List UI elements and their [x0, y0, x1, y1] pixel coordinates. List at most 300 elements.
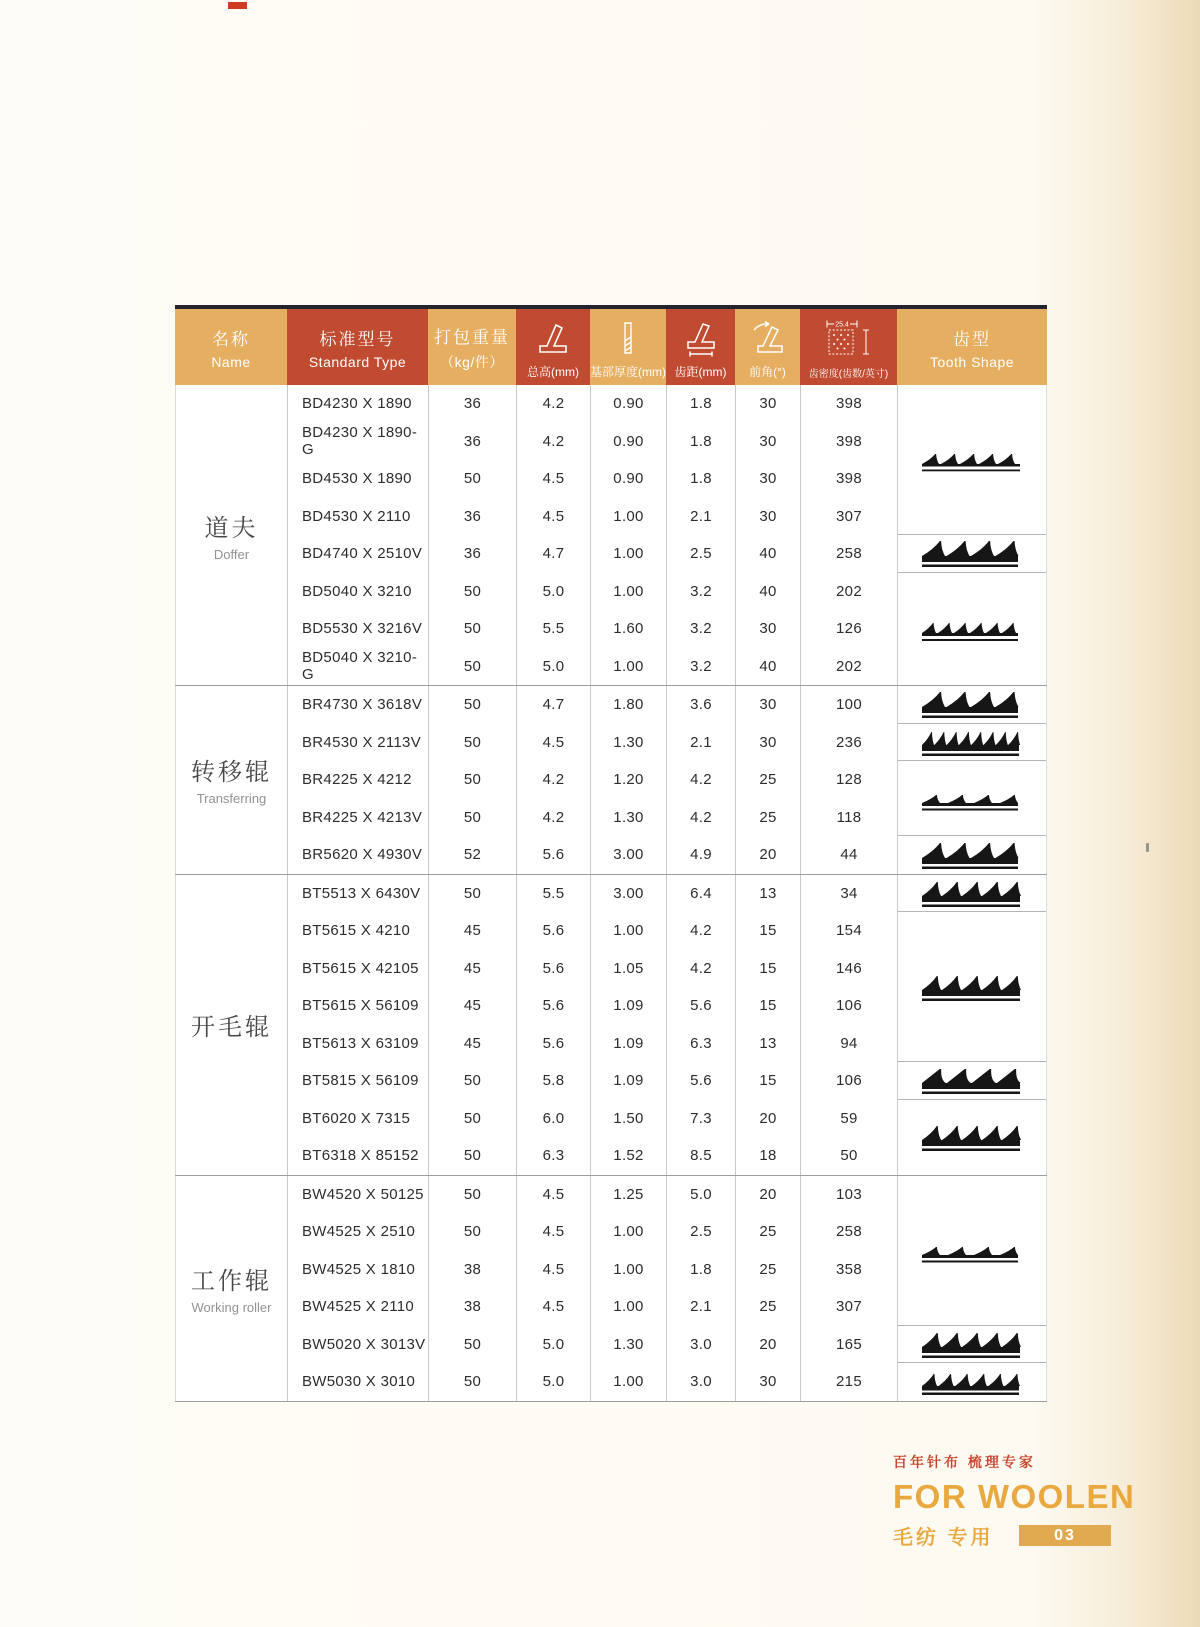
package-weight-cell: 50	[428, 610, 516, 648]
total-height-cell: 4.5	[516, 1213, 590, 1251]
tooth-profile-icon	[920, 1236, 1024, 1264]
standard-type-cell: BR5620 X 4930V	[287, 836, 428, 874]
group-name-en: Transferring	[196, 791, 267, 807]
tooth-density-cell: 165	[800, 1326, 897, 1364]
tooth-pitch-cell: 2.1	[666, 1288, 735, 1326]
standard-type-cell: BR4730 X 3618V	[287, 686, 428, 724]
front-angle-cell: 15	[735, 1062, 800, 1100]
page-number-badge	[1019, 1525, 1111, 1546]
package-weight-cell: 50	[428, 573, 516, 611]
tooth-pitch-cell: 2.5	[666, 535, 735, 573]
column-header-en: Tooth Shape	[929, 353, 1015, 370]
tooth-profile-icon	[920, 1066, 1024, 1094]
standard-type-cell: BW4525 X 1810	[287, 1251, 428, 1289]
spec-row	[287, 1100, 897, 1138]
standard-type-cell: BT5615 X 4210	[287, 912, 428, 950]
base-thickness-cell: 3.00	[590, 836, 666, 874]
front-angle-cell: 20	[735, 836, 800, 874]
package-weight-cell: 36	[428, 385, 516, 423]
total-height-cell: 5.5	[516, 610, 590, 648]
spec-row	[287, 836, 897, 874]
tooth-pitch-cell: 4.2	[666, 950, 735, 988]
package-weight-cell: 50	[428, 875, 516, 913]
front-angle-cell: 25	[735, 1213, 800, 1251]
column-header-zh: 标准型号	[319, 329, 396, 349]
tooth-shape-column	[897, 686, 1047, 874]
standard-type-cell: BD5530 X 3216V	[287, 610, 428, 648]
standard-type-cell: BT5513 X 6430V	[287, 875, 428, 913]
tooth-density-cell: 202	[800, 573, 897, 611]
tooth-pitch-cell: 4.2	[666, 761, 735, 799]
tooth-pitch-cell: 5.0	[666, 1176, 735, 1214]
page-number: 03	[1054, 1526, 1076, 1544]
tooth-density-icon	[823, 309, 875, 365]
tooth-pitch-icon	[683, 309, 719, 363]
tooth-profile-icon	[920, 446, 1024, 474]
group-name	[175, 875, 287, 1175]
front-angle-cell: 20	[735, 1100, 800, 1138]
standard-type-cell: BD5040 X 3210	[287, 573, 428, 611]
spec-row	[287, 912, 897, 950]
base-thickness-cell: 3.00	[590, 875, 666, 913]
column-header-3	[428, 309, 516, 385]
front-angle-cell: 30	[735, 686, 800, 724]
tooth-pitch-cell: 3.6	[666, 686, 735, 724]
total-height-cell: 4.2	[516, 423, 590, 461]
standard-type-cell: BR4225 X 4213V	[287, 799, 428, 837]
package-weight-cell: 38	[428, 1251, 516, 1289]
column-header-en: （kg/件）	[440, 353, 504, 370]
front-angle-cell: 18	[735, 1137, 800, 1175]
tooth-shape-cell	[898, 1363, 1046, 1401]
tooth-shape-cell	[898, 573, 1046, 686]
tooth-density-cell: 106	[800, 1062, 897, 1100]
base-thickness-cell: 0.90	[590, 423, 666, 461]
package-weight-cell: 50	[428, 1363, 516, 1401]
standard-type-cell: BW4520 X 50125	[287, 1176, 428, 1214]
standard-type-cell: BW5020 X 3013V	[287, 1326, 428, 1364]
scan-speck	[1146, 843, 1149, 852]
tooth-shape-cell	[898, 1100, 1046, 1175]
tooth-profile-icon	[920, 1330, 1024, 1358]
tooth-shape-cell	[898, 836, 1046, 874]
tooth-pitch-cell: 2.1	[666, 724, 735, 762]
group-name-zh: 工作辊	[191, 1267, 272, 1295]
base-thickness-cell: 1.20	[590, 761, 666, 799]
tooth-density-cell: 258	[800, 1213, 897, 1251]
total-height-cell: 5.0	[516, 573, 590, 611]
package-weight-cell: 50	[428, 1062, 516, 1100]
group-rows	[287, 686, 897, 874]
column-header-5	[590, 309, 666, 385]
tooth-shape-cell	[898, 761, 1046, 836]
group-name	[175, 686, 287, 874]
base-thickness-cell: 0.90	[590, 385, 666, 423]
front-angle-cell: 25	[735, 1288, 800, 1326]
tooth-pitch-cell: 3.0	[666, 1363, 735, 1401]
tooth-pitch-cell: 6.3	[666, 1025, 735, 1063]
base-thickness-cell: 1.30	[590, 724, 666, 762]
column-header-en: Standard Type	[308, 353, 407, 370]
total-height-cell: 4.5	[516, 498, 590, 536]
total-height-cell: 4.7	[516, 686, 590, 724]
front-angle-cell: 13	[735, 1025, 800, 1063]
package-weight-cell: 50	[428, 648, 516, 686]
tooth-pitch-cell: 4.2	[666, 912, 735, 950]
front-angle-cell: 30	[735, 1363, 800, 1401]
package-weight-cell: 36	[428, 498, 516, 536]
total-height-icon	[535, 309, 571, 363]
tooth-pitch-cell: 6.4	[666, 875, 735, 913]
spec-row	[287, 460, 897, 498]
base-thickness-cell: 1.30	[590, 1326, 666, 1364]
front-angle-cell: 13	[735, 875, 800, 913]
standard-type-cell: BT5613 X 63109	[287, 1025, 428, 1063]
standard-type-cell: BT6020 X 7315	[287, 1100, 428, 1138]
package-weight-cell: 45	[428, 987, 516, 1025]
package-weight-cell: 50	[428, 1326, 516, 1364]
front-angle-cell: 40	[735, 573, 800, 611]
column-header-zh: 名称	[212, 329, 250, 349]
front-angle-icon	[750, 309, 786, 363]
spec-row	[287, 385, 897, 423]
tooth-shape-cell	[898, 1176, 1046, 1326]
total-height-cell: 6.3	[516, 1137, 590, 1175]
total-height-cell: 5.6	[516, 1025, 590, 1063]
tooth-density-cell: 94	[800, 1025, 897, 1063]
tooth-pitch-cell: 1.8	[666, 1251, 735, 1289]
front-angle-cell: 15	[735, 987, 800, 1025]
base-thickness-cell: 1.00	[590, 1363, 666, 1401]
tooth-shape-column	[897, 875, 1047, 1175]
tooth-density-cell: 398	[800, 385, 897, 423]
base-thickness-cell: 1.00	[590, 1251, 666, 1289]
front-angle-cell: 20	[735, 1176, 800, 1214]
spec-row	[287, 1176, 897, 1214]
tooth-density-cell: 100	[800, 686, 897, 724]
spec-row	[287, 799, 897, 837]
tooth-pitch-cell: 5.6	[666, 987, 735, 1025]
column-header-label: 总高(mm)	[527, 365, 579, 379]
roller-group-2	[175, 685, 1047, 874]
tooth-density-cell: 398	[800, 460, 897, 498]
spec-table	[175, 305, 1047, 1402]
tooth-density-cell: 34	[800, 875, 897, 913]
tooth-profile-icon	[920, 1123, 1024, 1151]
group-name	[175, 385, 287, 685]
table-body	[175, 385, 1047, 1402]
front-angle-cell: 15	[735, 912, 800, 950]
base-thickness-cell: 1.00	[590, 498, 666, 536]
roller-group-1	[175, 385, 1047, 685]
front-angle-cell: 40	[735, 648, 800, 686]
tooth-pitch-cell: 3.2	[666, 648, 735, 686]
tooth-shape-cell	[898, 724, 1046, 762]
tooth-profile-icon	[920, 784, 1024, 812]
group-name-zh: 开毛辊	[191, 1014, 272, 1041]
total-height-cell: 4.2	[516, 385, 590, 423]
total-height-cell: 5.8	[516, 1062, 590, 1100]
package-weight-cell: 50	[428, 799, 516, 837]
standard-type-cell: BW5030 X 3010	[287, 1363, 428, 1401]
base-thickness-cell: 1.25	[590, 1176, 666, 1214]
standard-type-cell: BD5040 X 3210-G	[287, 648, 428, 686]
total-height-cell: 5.0	[516, 1326, 590, 1364]
base-thickness-cell: 1.00	[590, 1213, 666, 1251]
group-rows	[287, 1176, 897, 1401]
column-header-7	[735, 309, 800, 385]
tooth-profile-icon	[920, 728, 1024, 756]
tooth-profile-icon	[920, 1368, 1024, 1396]
tooth-shape-cell	[898, 912, 1046, 1062]
tooth-pitch-cell: 4.9	[666, 836, 735, 874]
column-header-zh: 齿型	[953, 329, 991, 349]
spec-row	[287, 1363, 897, 1401]
base-thickness-cell: 1.52	[590, 1137, 666, 1175]
tooth-density-cell: 258	[800, 535, 897, 573]
total-height-cell: 5.6	[516, 950, 590, 988]
front-angle-cell: 25	[735, 761, 800, 799]
package-weight-cell: 36	[428, 535, 516, 573]
tooth-density-cell: 358	[800, 1251, 897, 1289]
roller-group-4	[175, 1175, 1047, 1401]
package-weight-cell: 50	[428, 686, 516, 724]
column-header-zh: 打包重量	[434, 327, 510, 347]
base-thickness-cell: 1.00	[590, 1288, 666, 1326]
total-height-cell: 6.0	[516, 1100, 590, 1138]
standard-type-cell: BD4230 X 1890	[287, 385, 428, 423]
tooth-density-cell: 307	[800, 1288, 897, 1326]
tooth-density-cell: 398	[800, 423, 897, 461]
group-name-en: Working roller	[191, 1299, 272, 1315]
svg-text:25.4: 25.4	[834, 321, 849, 329]
package-weight-cell: 50	[428, 1213, 516, 1251]
total-height-cell: 4.5	[516, 1288, 590, 1326]
base-thickness-cell: 1.09	[590, 1062, 666, 1100]
base-thickness-cell: 1.00	[590, 648, 666, 686]
front-angle-cell: 20	[735, 1326, 800, 1364]
tooth-profile-icon	[920, 879, 1024, 907]
tooth-pitch-cell: 1.8	[666, 460, 735, 498]
standard-type-cell: BD4740 X 2510V	[287, 535, 428, 573]
front-angle-cell: 30	[735, 610, 800, 648]
standard-type-cell: BD4530 X 1890	[287, 460, 428, 498]
front-angle-cell: 30	[735, 498, 800, 536]
tooth-density-cell: 106	[800, 987, 897, 1025]
column-header-4	[516, 309, 590, 385]
tooth-shape-cell	[898, 1062, 1046, 1100]
spec-row	[287, 1288, 897, 1326]
standard-type-cell: BT6318 X 85152	[287, 1137, 428, 1175]
package-weight-cell: 50	[428, 761, 516, 799]
footer-subtitle: 毛纺 专用	[893, 1527, 994, 1549]
standard-type-cell: BT5815 X 56109	[287, 1062, 428, 1100]
tooth-pitch-cell: 1.8	[666, 423, 735, 461]
tooth-shape-cell	[898, 385, 1046, 535]
group-name-en: Doffer	[213, 546, 250, 562]
front-angle-cell: 15	[735, 950, 800, 988]
package-weight-cell: 50	[428, 1176, 516, 1214]
tooth-profile-icon	[920, 690, 1024, 718]
tooth-density-cell: 215	[800, 1363, 897, 1401]
tooth-density-cell: 50	[800, 1137, 897, 1175]
standard-type-cell: BD4530 X 2110	[287, 498, 428, 536]
standard-type-cell: BW4525 X 2110	[287, 1288, 428, 1326]
tooth-profile-icon	[920, 841, 1024, 869]
total-height-cell: 4.5	[516, 724, 590, 762]
spec-row	[287, 648, 897, 686]
tooth-density-cell: 128	[800, 761, 897, 799]
base-thickness-cell: 1.80	[590, 686, 666, 724]
tooth-pitch-cell: 2.5	[666, 1213, 735, 1251]
column-header-8	[800, 309, 897, 385]
total-height-cell: 4.2	[516, 761, 590, 799]
tooth-density-cell: 202	[800, 648, 897, 686]
total-height-cell: 5.6	[516, 987, 590, 1025]
tooth-pitch-cell: 3.0	[666, 1326, 735, 1364]
column-header-9	[897, 309, 1047, 385]
column-header-label: 基部厚度(mm)	[590, 365, 666, 379]
base-thickness-cell: 1.50	[590, 1100, 666, 1138]
front-angle-cell: 30	[735, 724, 800, 762]
spec-row	[287, 1326, 897, 1364]
column-header-label: 齿距(mm)	[674, 365, 727, 379]
base-thickness-cell: 1.09	[590, 987, 666, 1025]
column-header-label: 前角(°)	[749, 365, 786, 379]
tooth-pitch-cell: 8.5	[666, 1137, 735, 1175]
total-height-cell: 5.0	[516, 648, 590, 686]
tooth-profile-icon	[920, 539, 1024, 567]
base-thickness-cell: 1.09	[590, 1025, 666, 1063]
package-weight-cell: 50	[428, 1100, 516, 1138]
tooth-pitch-cell: 4.2	[666, 799, 735, 837]
tooth-shape-column	[897, 385, 1047, 685]
tooth-density-cell: 154	[800, 912, 897, 950]
tooth-pitch-cell: 5.6	[666, 1062, 735, 1100]
tooth-density-cell: 236	[800, 724, 897, 762]
front-angle-cell: 25	[735, 799, 800, 837]
tooth-pitch-cell: 1.8	[666, 385, 735, 423]
total-height-cell: 5.5	[516, 875, 590, 913]
total-height-cell: 4.5	[516, 1251, 590, 1289]
tooth-density-cell: 103	[800, 1176, 897, 1214]
base-thickness-cell: 1.00	[590, 535, 666, 573]
front-angle-cell: 30	[735, 460, 800, 498]
spec-row	[287, 423, 897, 461]
front-angle-cell: 30	[735, 385, 800, 423]
tooth-pitch-cell: 7.3	[666, 1100, 735, 1138]
tooth-pitch-cell: 3.2	[666, 573, 735, 611]
tooth-profile-icon	[920, 973, 1024, 1001]
spec-row	[287, 1137, 897, 1175]
tooth-density-cell: 307	[800, 498, 897, 536]
footer-brand: FOR WOOLEN	[893, 1478, 1136, 1515]
package-weight-cell: 45	[428, 950, 516, 988]
standard-type-cell: BD4230 X 1890-G	[287, 423, 428, 461]
base-thickness-cell: 1.30	[590, 799, 666, 837]
base-thickness-cell: 1.60	[590, 610, 666, 648]
tooth-density-cell: 146	[800, 950, 897, 988]
tooth-shape-cell	[898, 686, 1046, 724]
package-weight-cell: 45	[428, 1025, 516, 1063]
column-header-en: Name	[211, 353, 251, 370]
base-thickness-cell: 1.00	[590, 573, 666, 611]
page-footer	[893, 1452, 1136, 1550]
spec-row	[287, 1251, 897, 1289]
spec-row	[287, 950, 897, 988]
base-thickness-cell: 0.90	[590, 460, 666, 498]
package-weight-cell: 50	[428, 460, 516, 498]
roller-group-3	[175, 874, 1047, 1175]
package-weight-cell: 50	[428, 1137, 516, 1175]
spec-row	[287, 535, 897, 573]
tooth-density-cell: 118	[800, 799, 897, 837]
tooth-shape-cell	[898, 535, 1046, 573]
column-header-label: 齿密度(齿数/英寸)	[808, 369, 889, 380]
front-angle-cell: 25	[735, 1251, 800, 1289]
total-height-cell: 4.7	[516, 535, 590, 573]
tooth-profile-icon	[920, 615, 1024, 643]
front-angle-cell: 30	[735, 423, 800, 461]
spec-row	[287, 987, 897, 1025]
column-header-2	[287, 309, 428, 385]
total-height-cell: 4.2	[516, 799, 590, 837]
tooth-density-cell: 59	[800, 1100, 897, 1138]
package-weight-cell: 45	[428, 912, 516, 950]
base-thickness-icon	[610, 309, 646, 363]
package-weight-cell: 52	[428, 836, 516, 874]
group-rows	[287, 875, 897, 1175]
spec-row	[287, 573, 897, 611]
total-height-cell: 4.5	[516, 460, 590, 498]
spec-row	[287, 724, 897, 762]
spec-row	[287, 1062, 897, 1100]
group-name-zh: 转移辊	[191, 759, 272, 787]
tooth-pitch-cell: 2.1	[666, 498, 735, 536]
total-height-cell: 5.0	[516, 1363, 590, 1401]
front-angle-cell: 40	[735, 535, 800, 573]
column-header-1	[175, 309, 287, 385]
spec-row	[287, 1025, 897, 1063]
page-corner-mark	[228, 2, 247, 9]
column-header-6	[666, 309, 735, 385]
package-weight-cell: 36	[428, 423, 516, 461]
spec-row	[287, 498, 897, 536]
spec-row	[287, 761, 897, 799]
tooth-density-cell: 44	[800, 836, 897, 874]
spec-row	[287, 610, 897, 648]
standard-type-cell: BW4525 X 2510	[287, 1213, 428, 1251]
spec-row	[287, 875, 897, 913]
standard-type-cell: BT5615 X 56109	[287, 987, 428, 1025]
tooth-density-cell: 126	[800, 610, 897, 648]
package-weight-cell: 50	[428, 724, 516, 762]
group-rows	[287, 385, 897, 685]
tooth-shape-cell	[898, 1326, 1046, 1364]
standard-type-cell: BT5615 X 42105	[287, 950, 428, 988]
total-height-cell: 5.6	[516, 912, 590, 950]
tooth-pitch-cell: 3.2	[666, 610, 735, 648]
group-name-zh: 道夫	[204, 514, 259, 542]
spec-row	[287, 686, 897, 724]
tooth-shape-column	[897, 1176, 1047, 1401]
standard-type-cell: BR4225 X 4212	[287, 761, 428, 799]
footer-slogan: 百年针布 梳理专家	[893, 1454, 1036, 1470]
base-thickness-cell: 1.05	[590, 950, 666, 988]
spec-row	[287, 1213, 897, 1251]
table-header-row	[175, 309, 1047, 385]
standard-type-cell: BR4530 X 2113V	[287, 724, 428, 762]
